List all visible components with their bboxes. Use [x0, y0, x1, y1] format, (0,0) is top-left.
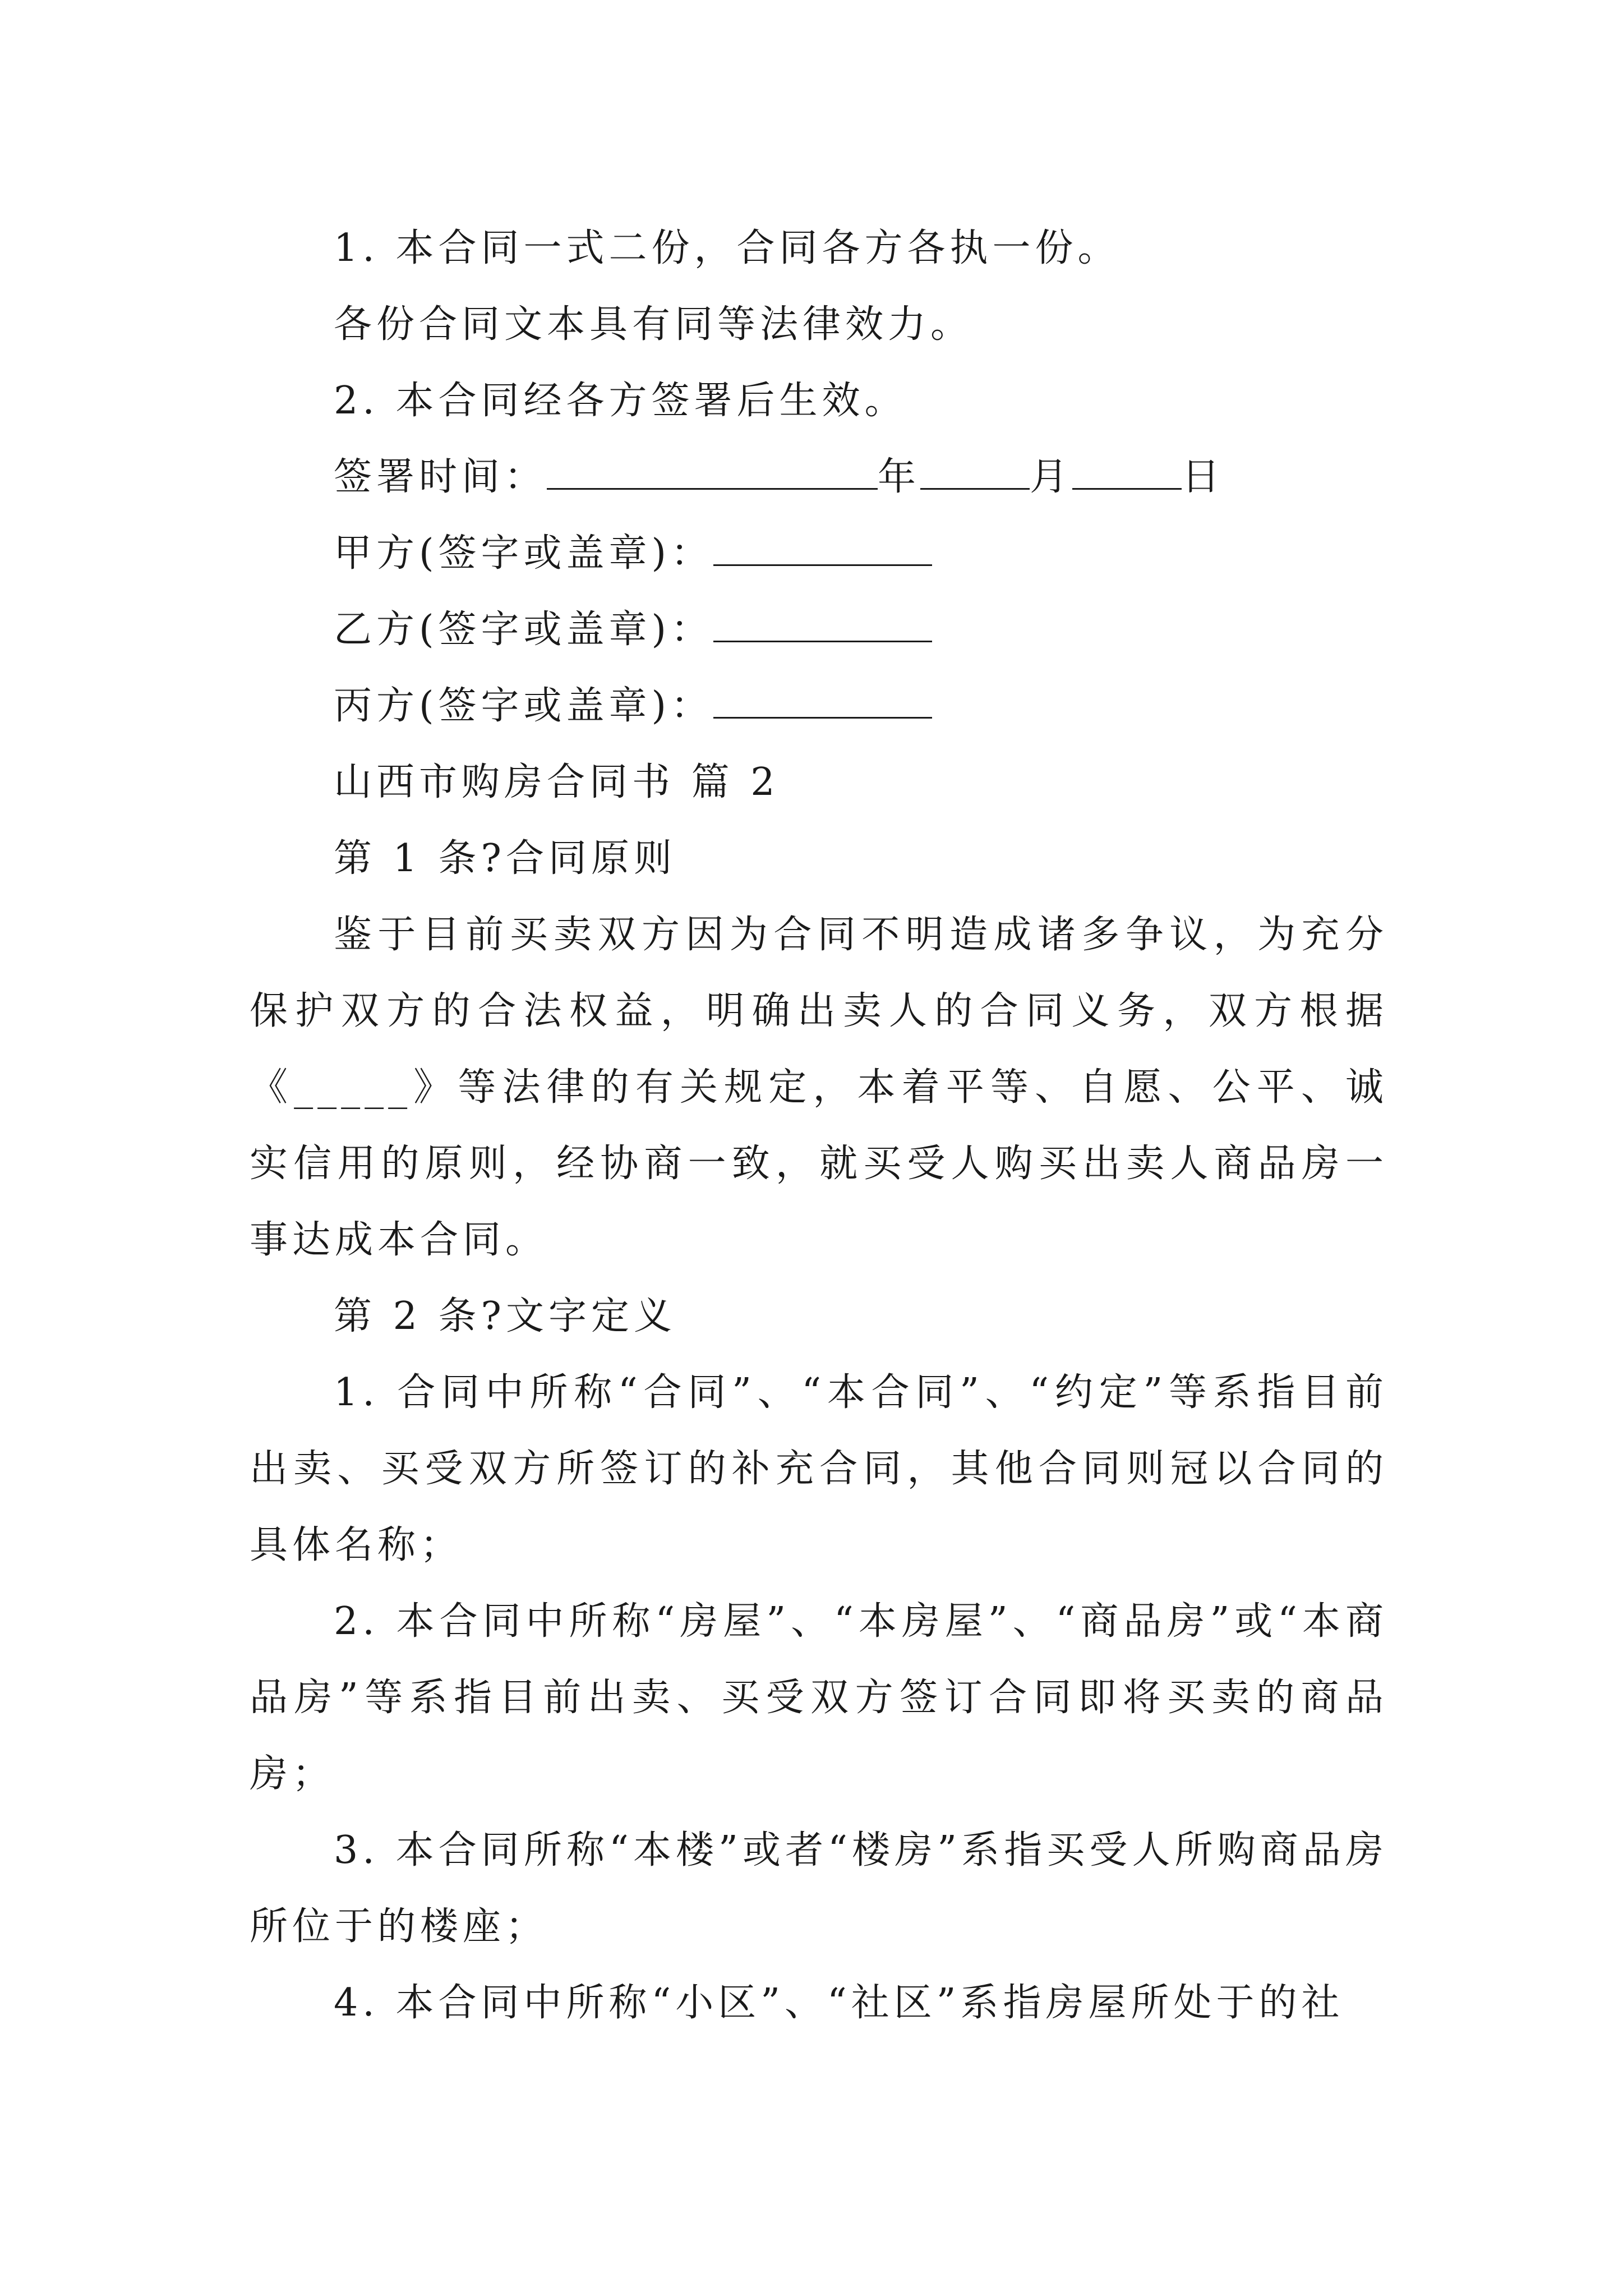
article-1-title: 第 1 条?合同原则: [334, 836, 676, 881]
month-blank[interactable]: [920, 455, 1030, 490]
article-2-title: 第 2 条?文字定义: [334, 1294, 676, 1338]
party-a-row: [250, 516, 1388, 592]
definition-4: 4. 本合同中所称“小区”、“社区”系指房屋所处于的社: [334, 1981, 1344, 2025]
party-c-signature-blank[interactable]: [713, 684, 932, 719]
day-label: 日: [1182, 455, 1225, 499]
clause-copies: 1. 本合同一式二份，合同各方各执一份。: [334, 226, 1121, 270]
party-c-label: 丙方(签字或盖章)：: [334, 684, 714, 728]
party-a-label: 甲方(签字或盖章)：: [334, 531, 714, 576]
party-b-row: [250, 592, 1388, 668]
party-b-label: 乙方(签字或盖章)：: [334, 608, 714, 652]
day-blank[interactable]: [1072, 455, 1182, 490]
signing-date-label: 签署时间：: [334, 455, 547, 499]
party-a-signature-blank[interactable]: [713, 532, 932, 566]
month-label: 月: [1030, 455, 1073, 499]
article-1-body: 鉴于目前买卖双方因为合同不明造成诸多争议，为充分保护双方的合法权益，明确出卖人的合同义务，双方根据《_____》等法律的有关规定，本着平等、自愿、公平、诚实信用的原则，经协商一致，就买受人购买出卖人商品房一事达成本合同。: [250, 913, 1388, 1262]
section-title: 山西市购房合同书 篇 2: [334, 760, 780, 804]
document-page: [250, 210, 1388, 2041]
definition-1: 1. 合同中所称“合同”、“本合同”、“约定”等系指目前出卖、买受双方所签订的补充合同，其他合同则冠以合同的具体名称；: [250, 1370, 1388, 1567]
clause-effective: 2. 本合同经各方签署后生效。: [334, 379, 907, 423]
clause-equal-effect: 各份合同文本具有同等法律效力。: [334, 302, 974, 347]
party-b-signature-blank[interactable]: [713, 608, 932, 642]
definition-2: 2. 本合同中所称“房屋”、“本房屋”、“商品房”或“本商品房”等系指目前出卖、买受双方签订合同即将买卖的商品房；: [250, 1599, 1388, 1796]
signing-date-row: [250, 439, 1388, 516]
year-label: 年: [878, 455, 921, 499]
year-blank[interactable]: [547, 455, 878, 490]
definition-3: 3. 本合同所称“本楼”或者“楼房”系指买受人所购商品房所位于的楼座；: [250, 1828, 1388, 1949]
party-c-row: [250, 668, 1388, 744]
